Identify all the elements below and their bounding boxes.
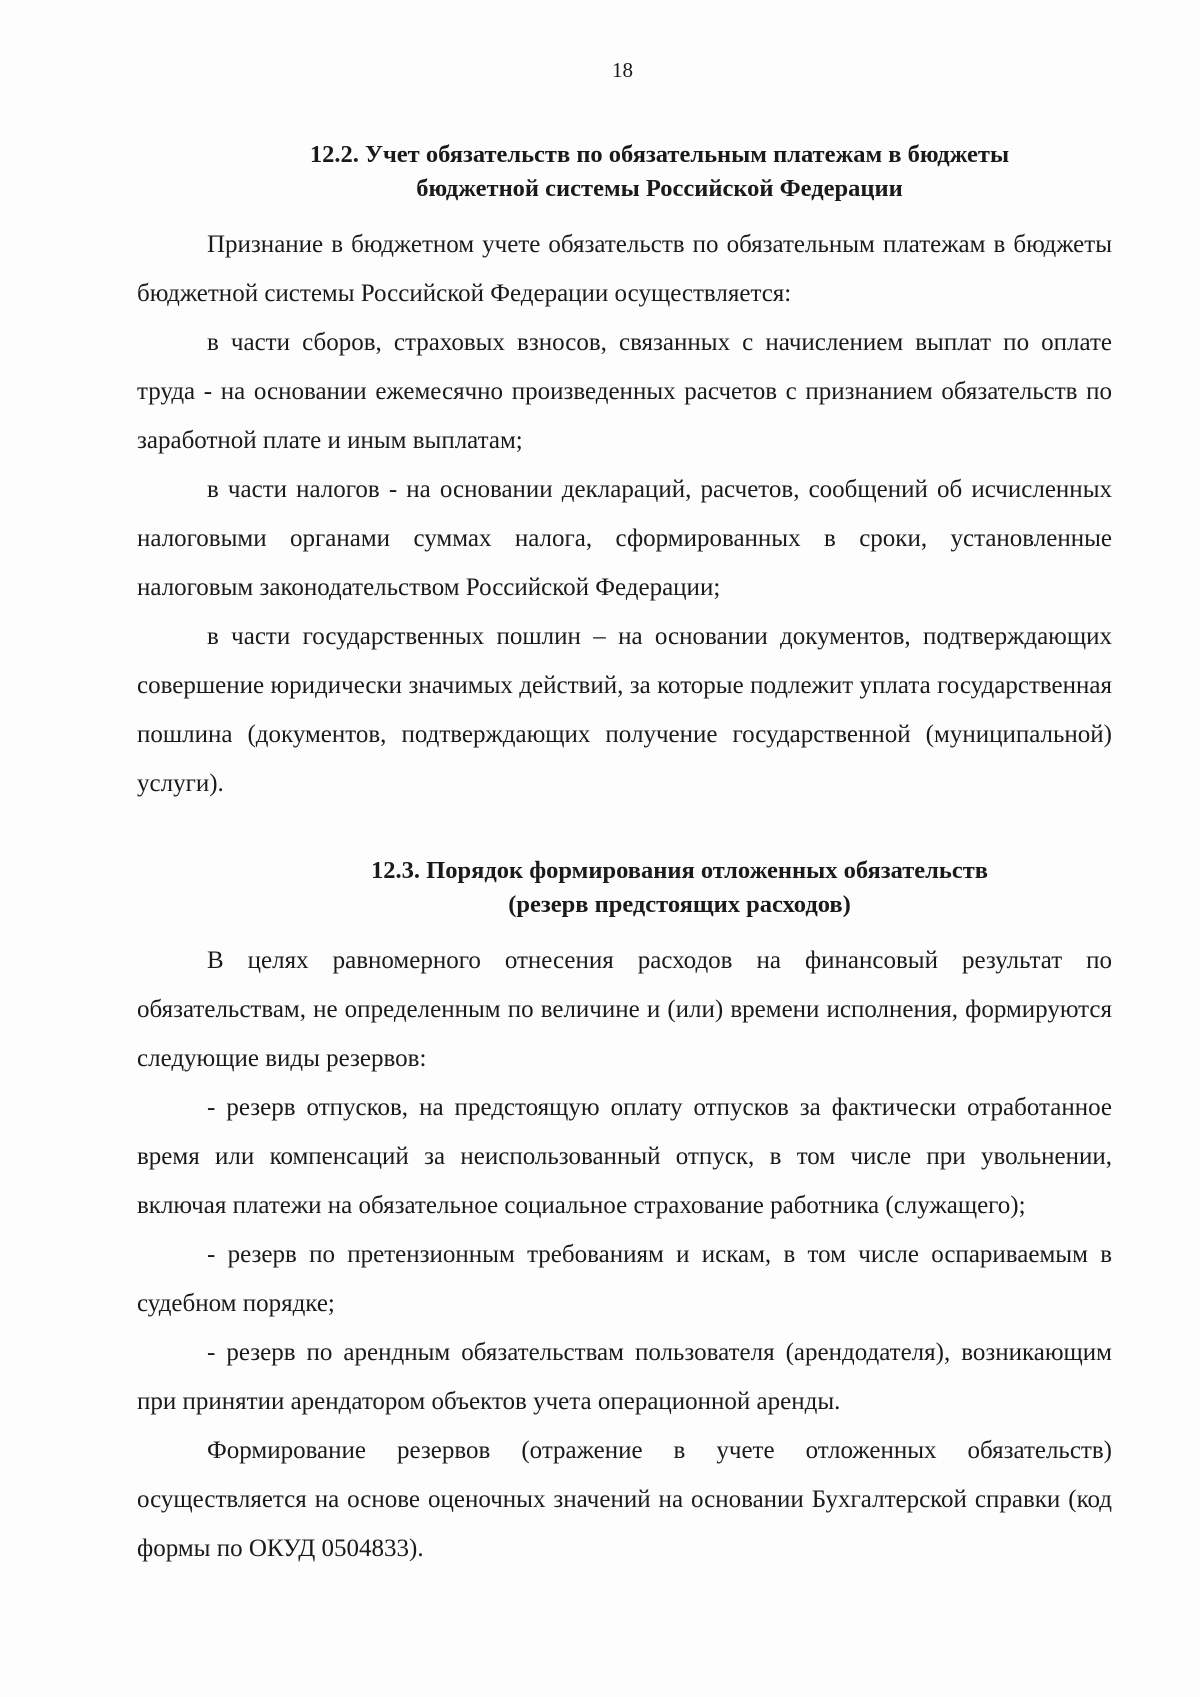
section-12-3-heading-line2: (резерв предстоящих расходов) — [508, 891, 851, 918]
section-12-2-paragraph: Признание в бюджетном учете обязательств по обязательным платежам в бюджеты бюджетной системы Российской Федерации осуществляется: — [137, 231, 1112, 307]
section-12-2-heading-line2: бюджетной системы Российской Федерации — [416, 175, 903, 202]
section-12-2-paragraph: в части налогов - на основании деклараций, расчетов, сообщений об исчисленных налоговыми органами суммах налога, сформированных в сроки, установленные налоговым законодательством Российской Федерации; — [137, 476, 1112, 601]
section-12-3-paragraph: В целях равномерного отнесения расходов на финансовый результат по обязательствам, не определенным по величине и (или) времени исполнения, формируются следующие виды резервов: — [137, 947, 1112, 1072]
section-12-2-heading — [137, 138, 1112, 206]
section-12-3-paragraph: - резерв по претензионным требованиям и искам, в том числе оспариваемым в судебном порядке; — [137, 1241, 1112, 1317]
section-12-2-paragraph: в части сборов, страховых взносов, связанных с начислением выплат по оплате труда - на основании ежемесячно произведенных расчетов с признанием обязательств по заработной плате и иным выплатам; — [137, 329, 1112, 454]
section-12-3-heading — [137, 854, 1112, 922]
section-12-3-paragraph: Формирование резервов (отражение в учете отложенных обязательств) осуществляется на основе оценочных значений на основании Бухгалтерской справки (код формы по ОКУД 0504833). — [137, 1437, 1112, 1562]
page-number: 18 — [612, 58, 633, 82]
page-content — [137, 138, 1112, 1573]
section-12-2-paragraph: в части государственных пошлин – на основании документов, подтверждающих совершение юридически значимых действий, за которые подлежит уплата государственная пошлина (документов, подтверждающих получение государственной (муниципальной) услуги). — [137, 623, 1112, 797]
section-12-3-paragraph: - резерв отпусков, на предстоящую оплату отпусков за фактически отработанное время или компенсаций за неиспользованный отпуск, в том числе при увольнении, включая платежи на обязательное социальное страхование работника (служащего); — [137, 1094, 1112, 1219]
section-12-2-heading-line1: 12.2. Учет обязательств по обязательным платежам в бюджеты — [309, 141, 1010, 168]
section-12-3-heading-line1: 12.3. Порядок формирования отложенных обязательств — [371, 857, 988, 884]
section-12-3-paragraph: - резерв по арендным обязательствам пользователя (арендодателя), возникающим при принятии арендатором объектов учета операционной аренды. — [137, 1339, 1112, 1415]
